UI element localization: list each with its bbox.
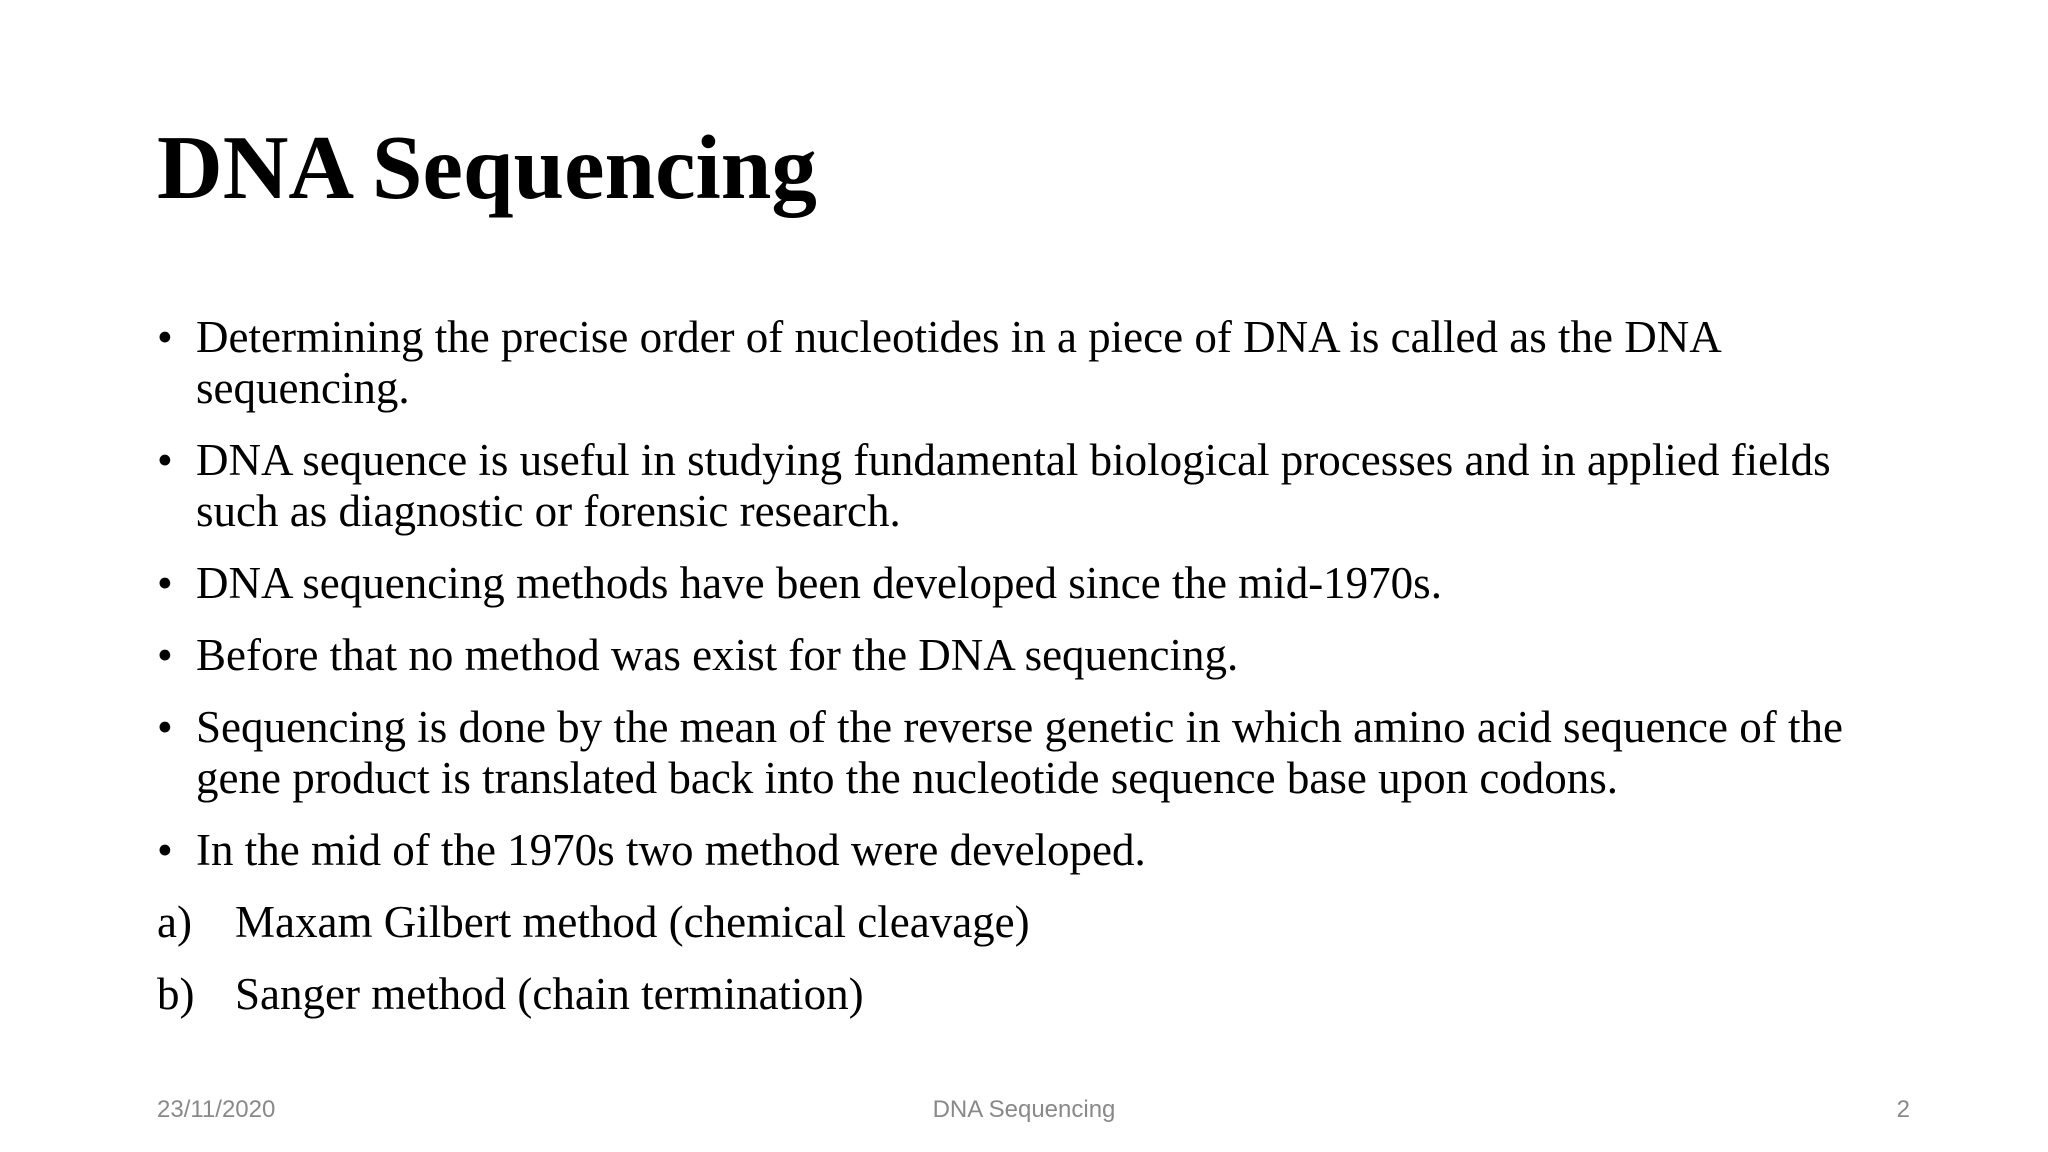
footer-date: 23/11/2020 <box>157 1096 276 1123</box>
method-item <box>157 897 1917 948</box>
method-marker: a) <box>157 897 192 947</box>
bullet-text: Sequencing is done by the mean of the reverse genetic in which amino acid sequence of the gene product is translated back into the nucleotide sequence base upon codons. <box>196 702 1843 803</box>
method-item <box>157 969 1917 1020</box>
bullet-text: Before that no method was exist for the DNA sequencing. <box>196 630 1239 680</box>
bullet-text: DNA sequence is useful in studying fundamental biological processes and in applied fields such as diagnostic or forensic research. <box>196 435 1831 536</box>
method-marker: b) <box>157 969 195 1019</box>
slide-title: DNA Sequencing <box>157 117 817 218</box>
bullet-marker: • <box>157 630 173 680</box>
bullet-text: Determining the precise order of nucleotides in a piece of DNA is called as the DNA sequencing. <box>196 312 1720 413</box>
bullet-text: In the mid of the 1970s two method were developed. <box>196 825 1146 875</box>
footer-page-number: 2 <box>1896 1096 1910 1123</box>
bullet-item <box>157 312 1917 414</box>
bullet-item <box>157 630 1917 681</box>
bullet-item <box>157 825 1917 876</box>
slide-body <box>157 312 1917 1041</box>
bullet-text: DNA sequencing methods have been developed since the mid-1970s. <box>196 558 1442 608</box>
method-text: Maxam Gilbert method (chemical cleavage) <box>235 897 1030 947</box>
bullet-marker: • <box>157 702 173 752</box>
bullet-marker: • <box>157 558 173 608</box>
bullet-item <box>157 558 1917 609</box>
bullet-item <box>157 702 1917 804</box>
bullet-marker: • <box>157 435 173 485</box>
bullet-marker: • <box>157 312 173 362</box>
footer-title: DNA Sequencing <box>932 1096 1116 1123</box>
bullet-marker: • <box>157 825 173 875</box>
method-text: Sanger method (chain termination) <box>235 969 864 1019</box>
bullet-item <box>157 435 1917 537</box>
